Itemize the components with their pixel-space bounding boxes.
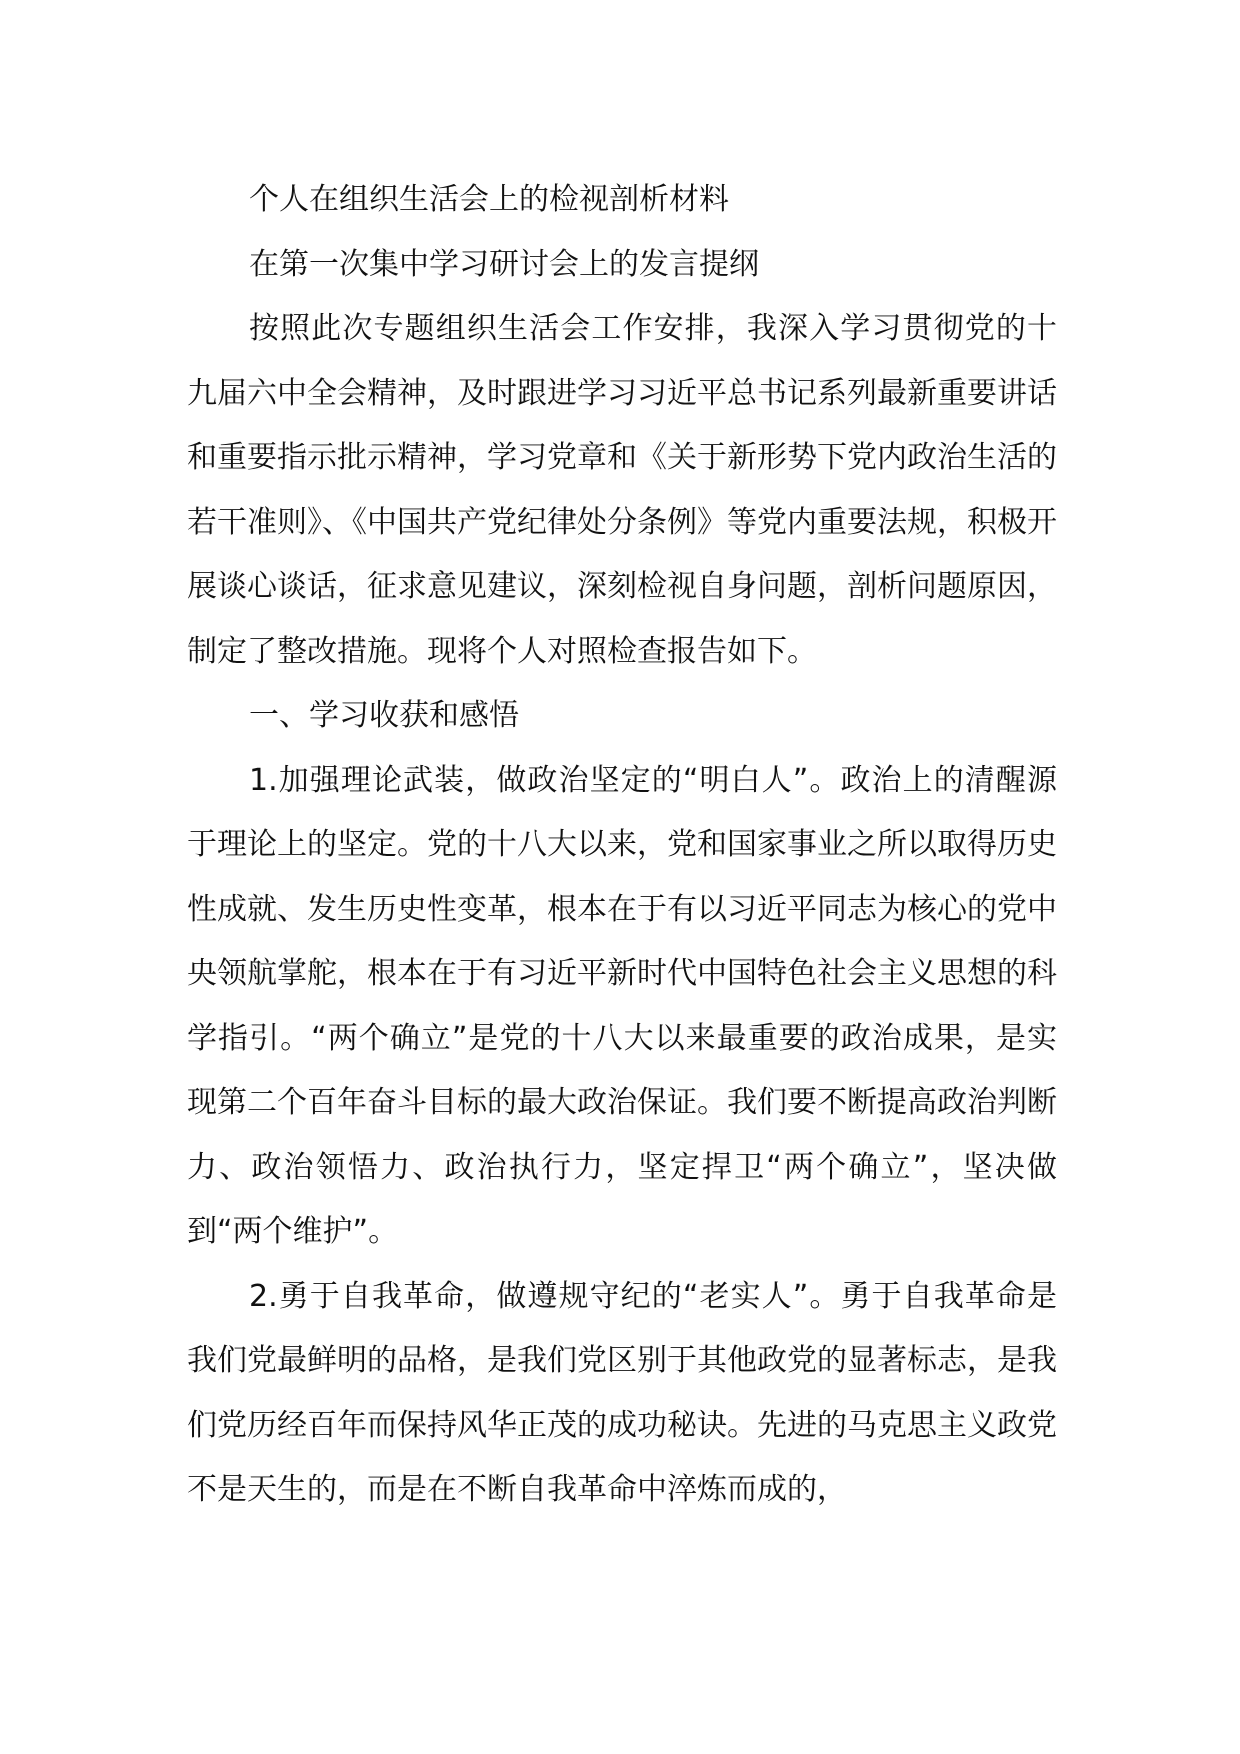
document-subtitle: 在第一次集中学习研讨会上的发言提纲 [249,246,759,282]
section-heading-1: 一、学习收获和感悟 [249,698,519,733]
item-paragraph-2: 2.勇于自我革命，做遵规守纪的“老实人”。勇于自我革命是我们党最鲜明的品格，是我们党区别于其他政党的显著标志，是我们党历经百年而保持风华正茂的成功秘诀。先进的马克思主义政党不是天生的，而是在不断自我革命中淬炼而成的， [187,1278,1057,1507]
document-title: 个人在组织生活会上的检视剖析材料 [249,182,729,217]
item-paragraph-1: 1.加强理论武装，做政治坚定的“明白人”。政治上的清醒源于理论上的坚定。党的十八大以来，党和国家事业之所以取得历史性成就、发生历史性变革，根本在于有以习近平同志为核心的党中央领航掌舵，根本在于有习近平新时代中国特色社会主义思想的科学指引。“两个确立”是党的十八大以来最重要的政治成果，是实现第二个百年奋斗目标的最大政治保证。我们要不断提高政治判断力、政治领悟力、政治执行力，坚定捍卫“两个确立”，坚决做到“两个维护”。 [187,762,1057,1249]
document-body [187,168,1057,1523]
intro-paragraph: 按照此次专题组织生活会工作安排，我深入学习贯彻党的十九届六中全会精神，及时跟进学习习近平总书记系列最新重要讲话和重要指示批示精神，学习党章和《关于新形势下党内政治生活的若干准则》、《中国共产党纪律处分条例》等党内重要法规，积极开展谈心谈话，征求意见建议，深刻检视自身问题，剖析问题原因，制定了整改措施。现将个人对照检查报告如下。 [187,311,1057,669]
